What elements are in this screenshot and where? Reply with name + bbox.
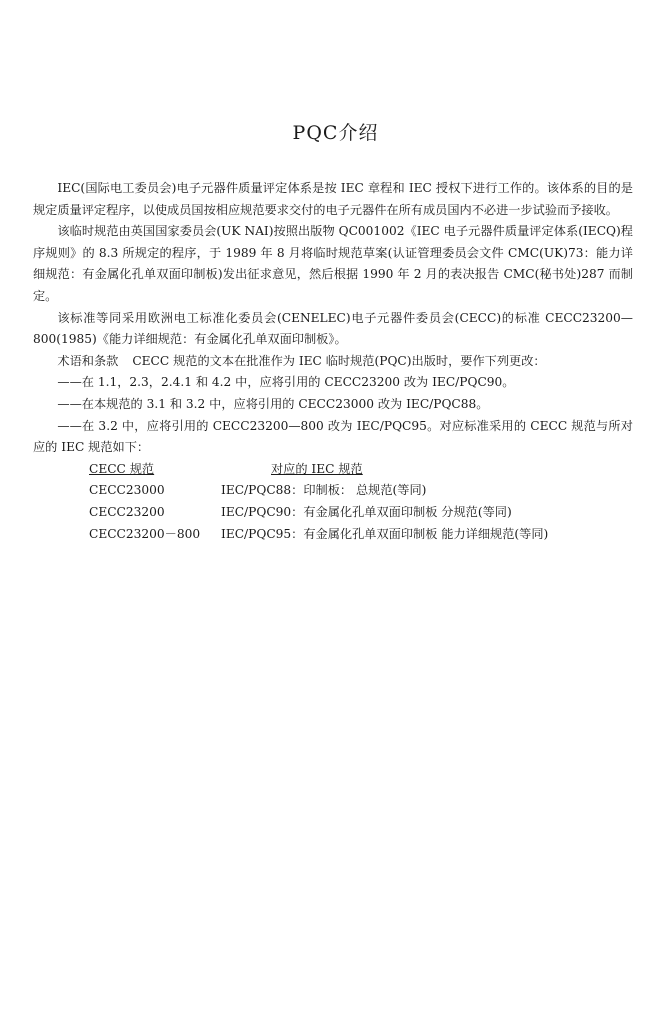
drafting-paragraph: 该临时规范由英国国家委员会(UK NAI)按照出版物 QC001002《IEC 电子元器件质量评定体系(IECQ)程序规则》的 8.3 所规定的程序，于 1989 年 8 月将临时规范草案(认证管理委员会文件 CMC(UK)73：能力详细规范：有金属化孔单双面印制板)发出征求意见，然后根据 1990 年 2 月的表决报告 CMC(秘书处)287 而制定。 <box>33 224 633 303</box>
table-row <box>89 480 548 502</box>
table-row <box>89 524 548 546</box>
table-header-row <box>89 459 548 481</box>
table-header-iec: 对应的 IEC 规范 <box>271 461 363 476</box>
cecc-spec-cell: CECC23000 <box>89 483 165 498</box>
table-row <box>89 502 548 524</box>
change-item: ——在 3.2 中，应将引用的 CECC23200—800 改为 IEC/PQC95。对应标准采用的 CECC 规范与所对应的 IEC 规范如下： <box>33 418 633 455</box>
adoption-paragraph: 该标准等同采用欧洲电工标准化委员会(CENELEC)电子元器件委员会(CECC)的标准 CECC23200—800(1985)《能力详细规范：有金属化孔单双面印制板》。 <box>33 310 633 347</box>
iec-spec-cell: IEC/PQC88：印制板： 总规范(等同) <box>221 483 427 498</box>
terms-paragraph <box>33 351 633 373</box>
iec-spec-cell: IEC/PQC90：有金属化孔单双面印制板 分规范(等同) <box>221 504 512 519</box>
page-title: PQC介绍 <box>292 122 379 144</box>
iec-spec-cell: IEC/PQC95：有金属化孔单双面印制板 能力详细规范(等同) <box>221 526 549 541</box>
table-header-cecc: CECC 规范 <box>89 461 155 476</box>
cecc-spec-cell: CECC23200－800 <box>89 526 201 541</box>
change-item: ——在 1.1，2.3，2.4.1 和 4.2 中，应将引用的 CECC23200 改为 IEC/PQC90。 <box>57 375 515 390</box>
spec-correspondence-table <box>89 459 548 545</box>
terms-label: 术语和条款 <box>57 353 119 368</box>
terms-text: CECC 规范的文本在批准作为 IEC 临时规范(PQC)出版时，要作下列更改： <box>132 353 546 368</box>
intro-paragraph: IEC(国际电工委员会)电子元器件质量评定体系是按 IEC 章程和 IEC 授权下进行工作的。该体系的目的是规定质量评定程序，以使成员国按相应规范要求交付的电子元器件在所有成员国内不必进一步试验而予接收。 <box>33 181 633 217</box>
change-item: ——在本规范的 3.1 和 3.2 中，应将引用的 CECC23000 改为 IEC/PQC88。 <box>57 396 489 411</box>
cecc-spec-cell: CECC23200 <box>89 504 165 519</box>
document-body <box>33 178 633 545</box>
